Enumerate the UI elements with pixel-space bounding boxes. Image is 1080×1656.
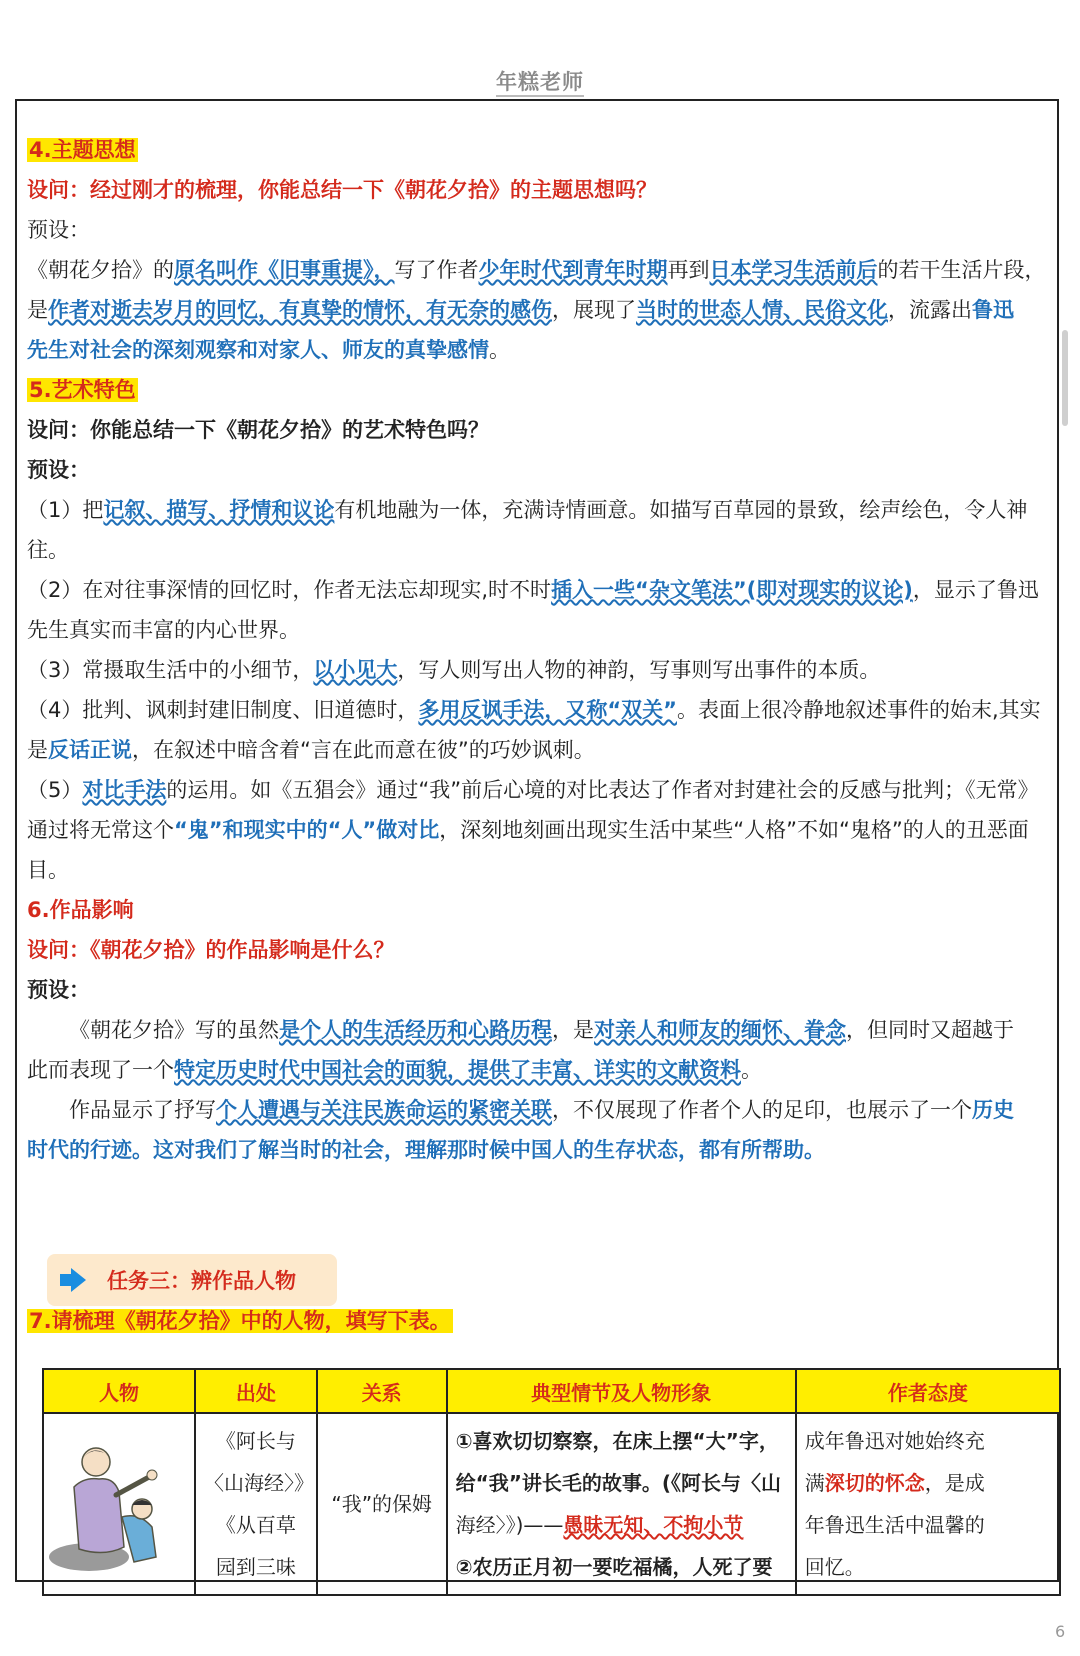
section-7-title: 7.请梳理《朝花夕拾》中的人物，填写下表。	[29, 1309, 451, 1333]
section-4-para-line1: 《朝花夕拾》的原名叫作《旧事重提》，写了作者少年时代到青年时期再到日本学习生活前后的若干生活片段，	[27, 258, 1046, 282]
header-plot: 典型情节及人物形象	[447, 1369, 796, 1413]
task-label: 任务三：辨作品人物	[107, 1269, 296, 1293]
header-relation: 关系	[317, 1369, 447, 1413]
table-row	[43, 1413, 1060, 1595]
character-illustration	[44, 1417, 194, 1577]
art-point-5-cont: 通过将无常这个“鬼”和现实中的“人”做对比，深刻地刻画出现实生活中某些“人格”不如“鬼格”的人的丑恶面	[27, 818, 1029, 842]
attitude-cell: 成年鲁迅对她始终充 满深切的怀念，是成 年鲁迅生活中温馨的 回忆。	[796, 1413, 1060, 1595]
source-cell: 《阿长与 〈山海经〉》 《从百草 园到三味	[195, 1413, 317, 1595]
section-4-para-line3: 先生对社会的深刻观察和对家人、师友的真挚感情。	[27, 338, 510, 362]
art-point-4-cont: 是反话正说，在叙述中暗含着“言在此而意在彼”的巧妙讽刺。	[27, 738, 595, 762]
section-6-preset: 预设：	[27, 978, 90, 1002]
header-source: 出处	[195, 1369, 317, 1413]
section-4-para-line2: 是作者对逝去岁月的回忆，有真挚的情怀，有无奈的感伤，展现了当时的世态人情、民俗文化，流露出鲁迅	[27, 298, 1014, 322]
header-attitude: 作者态度	[796, 1369, 1060, 1413]
page-header	[0, 66, 1080, 96]
header-title: 年糕老师	[496, 70, 584, 97]
relation-cell: “我”的保姆	[317, 1413, 447, 1595]
art-point-3: （3）常摄取生活中的小细节，以小见大，写人则写出人物的神韵，写事则写出事件的本质。	[27, 658, 881, 682]
art-point-2: （2）在对往事深情的回忆时，作者无法忘却现实,时不时插入一些“杂文笔法”(即对现实的议论)，显示了鲁迅	[27, 578, 1039, 602]
art-point-2-cont: 先生真实而丰富的内心世界。	[27, 618, 300, 642]
section-4-question: 设问：经过刚才的梳理，你能总结一下《朝花夕拾》的主题思想吗？	[27, 178, 657, 202]
section-5-preset: 预设：	[27, 458, 90, 482]
header-character: 人物	[43, 1369, 195, 1413]
character-illustration-cell	[43, 1413, 195, 1595]
page-number: 6	[1055, 1622, 1066, 1641]
art-point-1-cont: 往。	[27, 538, 69, 562]
section-5-question: 设问：你能总结一下《朝花夕拾》的艺术特色吗？	[27, 418, 489, 442]
art-point-5: （5）对比手法的运用。如《五猖会》通过“我”前后心境的对比表达了作者对封建社会的反感与批判；《无常》	[27, 778, 1039, 802]
art-point-4: （4）批判、讽刺封建旧制度、旧道德时，多用反讽手法，又称“双关”。表面上很冷静地叙述事件的始末,其实	[27, 698, 1041, 722]
influence-line4: 时代的行迹。这对我们了解当时的社会，理解那时候中国人的生存状态，都有所帮助。	[27, 1138, 825, 1162]
section-4-preset: 预设：	[27, 218, 90, 242]
section-4-title: 4.主题思想	[29, 138, 136, 162]
table-header-row	[43, 1369, 1060, 1413]
section-5-title: 5.艺术特色	[29, 378, 136, 402]
art-point-1: （1）把记叙、描写、抒情和议论有机地融为一体，充满诗情画意。如描写百草园的景致，绘声绘色，令人神	[27, 498, 1028, 522]
scrollbar[interactable]	[1062, 330, 1068, 426]
section-6-question: 设问：《朝花夕拾》的作品影响是什么？	[27, 938, 395, 962]
art-point-5-end: 目。	[27, 858, 69, 882]
influence-line1: 《朝花夕拾》写的虽然是个人的生活经历和心路历程，是对亲人和师友的缅怀、眷念，但同时又超越于	[69, 1018, 1014, 1042]
influence-line3: 作品显示了抒写个人遭遇与关注民族命运的紧密关联，不仅展现了作者个人的足印，也展示了一个历史	[69, 1098, 1014, 1122]
task-banner	[47, 1254, 337, 1306]
section-6-title: 6.作品影响	[27, 898, 134, 922]
influence-line2: 此而表现了一个特定历史时代中国社会的面貌，提供了丰富、详实的文献资料。	[27, 1058, 762, 1082]
arrow-right-icon	[59, 1266, 87, 1294]
plot-cell: ①喜欢切切察察，在床上摆“大”字， 给“我”讲长毛的故事。(《阿长与〈山 海经〉》)——愚昧无知、不拘小节 ②农历正月初一要吃福橘，人死了要	[447, 1413, 796, 1595]
character-table	[42, 1368, 1061, 1596]
